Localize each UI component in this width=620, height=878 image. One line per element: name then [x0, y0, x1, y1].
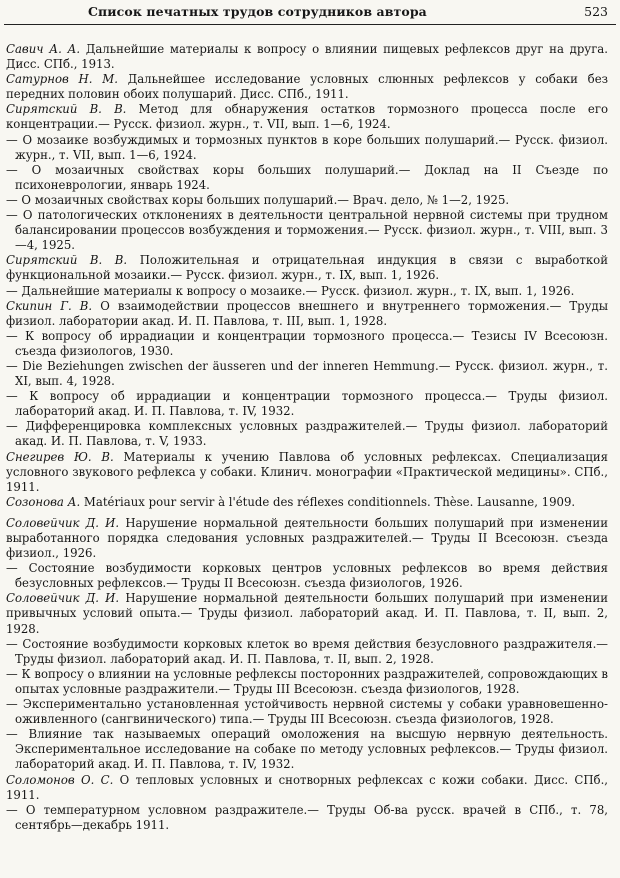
bibliography-entry	[6, 450, 608, 495]
entry-text: — О мозаике возбуждимых и тормозных пунктов в коре больших полушарий.— Русск. физиол. журн., т. VII, вып. 1—6, 1924.	[6, 132, 608, 162]
bibliography-entry	[6, 561, 608, 591]
entry-author: Сирятский В. В.	[6, 253, 128, 268]
entry-text: — Состояние возбудимости корковых клеток во время действия безусловного раздражителя.— Труды физиол. лабораторий акад. И. П. Павлова, т. II, вып. 2, 1928.	[6, 636, 608, 666]
entry-text: — К вопросу об иррадиации и концентрации тормозного процесса.— Труды физиол. лабораторий акад. И. П. Павлова, т. IV, 1932.	[6, 389, 608, 419]
bibliography-entry	[6, 697, 608, 727]
bibliography-entry	[6, 516, 608, 561]
entry-text: Положительная и отрицательная индукция в связи с выработкой функциональной мозаики.— Русск. физиол. журн., т. IX, вып. 1, 1926.	[6, 253, 609, 283]
entry-text: Matériaux pour servir à l'étude des réflexes conditionnels. Thèse. Lausanne, 1909.	[83, 494, 576, 509]
bibliography-entry	[6, 591, 608, 636]
entry-text: Нарушение нормальной деятельности больших полушарий при изменении привычных условий опыта.— Труды физиол. лабораторий акад. И. П. Павлова, т. II, вып. 2, 1928.	[6, 591, 608, 636]
entry-text: — О температурном условном раздражителе.— Труды Об-ва русск. врачей в СПб., т. 78, сентябрь—декабрь 1911.	[6, 802, 608, 832]
bibliography-entry	[6, 208, 608, 253]
entry-text: — О патологических отклонениях в деятельности центральной нервной системы при трудном балансировании процессов возбуждения и торможения.— Русск. физиол. журн., т. VIII, вып. 3—4, 1925.	[6, 208, 608, 253]
bibliography-entry	[6, 727, 608, 772]
bibliography-entry	[6, 42, 608, 72]
header-rule	[4, 24, 616, 25]
running-header	[0, 0, 620, 24]
header-title: Список печатных трудов сотрудников автора	[88, 4, 427, 19]
entry-text: — К вопросу о влиянии на условные рефлексы посторонних раздражителей, сопровождающих в опытах условные раздражители.— Труды III Всесоюзн. съезда физиологов, 1928.	[6, 666, 608, 696]
bibliography-entry	[6, 193, 608, 208]
entry-author: Соловейчик Д. И.	[6, 515, 120, 530]
bibliography-entry	[6, 163, 608, 193]
page-number: 523	[584, 4, 608, 19]
bibliography-entry	[6, 329, 608, 359]
entry-text: — Дальнейшие материалы к вопросу о мозаике.— Русск. физиол. журн., т. IX, вып. 1, 1926.	[6, 283, 575, 298]
bibliography-entry	[6, 284, 608, 299]
bibliography-entry	[6, 803, 608, 833]
entry-author: Снегирев Ю. В.	[6, 449, 114, 464]
entry-text: Материалы к учению Павлова об условных рефлексах. Специализация условного звукового рефлекса у собаки. Клинич. монографии «Практической медицины». СПб., 1911.	[6, 449, 609, 494]
entry-author: Скипин Г. В.	[6, 298, 93, 313]
bibliography-entry	[6, 419, 608, 449]
entry-text: — Die Beziehungen zwischen der äusseren und der inneren Hemmung.— Русск. физиол. журн., т. XI, вып. 4, 1928.	[6, 358, 608, 389]
bibliography-entry	[6, 253, 608, 283]
entry-text: — О мозаичных свойствах коры больших полушарий.— Доклад на II Съезде по психоневрологии, январь 1924.	[6, 162, 608, 192]
entry-text: — Дифференцировка комплексных условных раздражителей.— Труды физиол. лабораторий акад. И. П. Павлова, т. V, 1933.	[6, 419, 608, 449]
bibliography-entry	[6, 72, 608, 102]
bibliography-entry	[6, 495, 608, 510]
entry-author: Савич А. А.	[6, 42, 81, 56]
entry-text: Нарушение нормальной деятельности больших полушарий при изменении выработанного порядка следования условных раздражителей.— Труды II Всесоюзн. съезда физиол., 1926.	[6, 515, 608, 561]
entry-author: Соловейчик Д. И.	[6, 591, 120, 606]
entry-text: — К вопросу об иррадиации и концентрации тормозного процесса.— Тезисы IV Всесоюзн. съезда физиологов, 1930.	[6, 328, 608, 358]
entry-text: О тепловых условных и снотворных рефлексах с кожи собаки. Дисс. СПб., 1911.	[6, 772, 609, 802]
entry-author: Соломонов О. С.	[6, 772, 114, 787]
bibliography-entry	[6, 102, 608, 132]
bibliography-entry	[6, 773, 608, 803]
bibliography-list	[6, 42, 608, 833]
entry-text: — О мозаичных свойствах коры больших полушарий.— Врач. дело, № 1—2, 1925.	[6, 192, 510, 207]
entry-text: Дальнейшие материалы к вопросу о влиянии пищевых рефлексов друг на друга. Дисс. СПб., 1913.	[6, 42, 608, 72]
entry-text: — Состояние возбудимости корковых центров условных рефлексов во время действия безусловных рефлексов.— Труды II Всесоюзн. съезда физиологов, 1926.	[6, 561, 608, 591]
entry-author: Сирятский В. В.	[6, 102, 127, 117]
entry-text: О взаимодействии процессов внешнего и внутреннего торможения.— Труды физиол. лаборатории акад. И. П. Павлова, т. III, вып. 1, 1928.	[6, 298, 609, 328]
bibliography-entry	[6, 359, 608, 389]
bibliography-entry	[6, 389, 608, 419]
entry-text: Метод для обнаружения остатков тормозного процесса после его концентрации.— Русск. физиол. журн., т. VII, вып. 1—6, 1924.	[6, 102, 609, 132]
entry-author: Созонова А.	[6, 494, 81, 509]
bibliography-entry	[6, 667, 608, 697]
bibliography-entry	[6, 299, 608, 329]
bibliography-entry	[6, 133, 608, 163]
entry-text: — Влияние так называемых операций омоложения на высшую нервную деятельность. Экспериментальное исследование на собаке по методу условных рефлексов.— Труды физиол. лабораторий акад. И. П. Павлова, т. IV, 1932.	[6, 727, 608, 772]
entry-author: Сатурнов Н. М.	[6, 72, 118, 87]
entry-text: — Экспериментально установленная устойчивость нервной системы у собаки уравновешенно-оживленного (сангвинического) типа.— Труды III Всесоюзн. съезда физиологов, 1928.	[6, 697, 608, 727]
entry-text: Дальнейшее исследование условных слюнных рефлексов у собаки без передних половин обоих полушарий. Дисс. СПб., 1911.	[6, 72, 608, 102]
bibliography-entry	[6, 637, 608, 667]
